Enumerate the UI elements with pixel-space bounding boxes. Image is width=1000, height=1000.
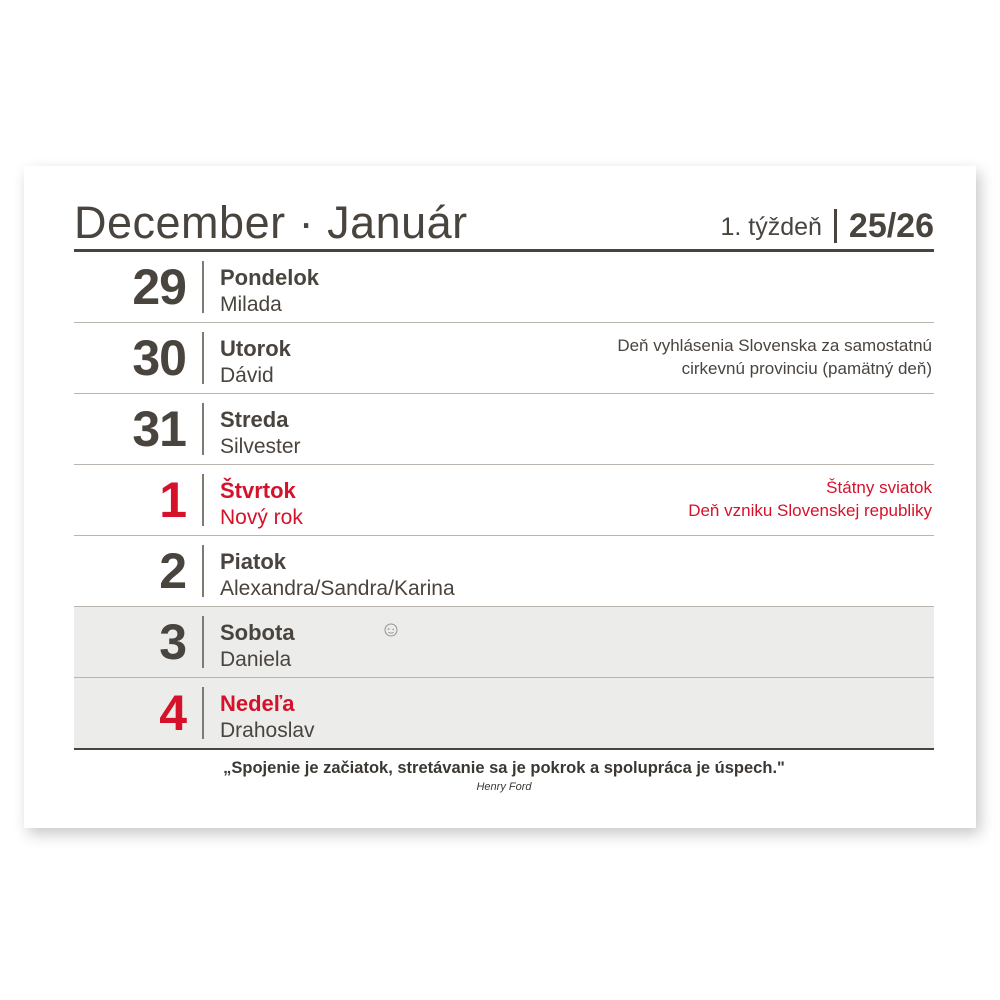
day-number: 4 — [159, 685, 186, 741]
footer-quote-block — [74, 750, 934, 793]
day-text — [204, 252, 932, 322]
day-text — [204, 394, 932, 464]
day-notes — [688, 477, 934, 523]
day-number: 30 — [132, 330, 186, 386]
day-text — [204, 607, 932, 677]
header-right — [720, 209, 934, 245]
calendar-card — [24, 166, 976, 828]
day-list — [74, 252, 934, 750]
day-number: 3 — [159, 614, 186, 670]
day-name: Piatok — [220, 548, 287, 574]
day-number: 1 — [159, 472, 186, 528]
name-day: Nový rok — [220, 506, 303, 530]
name-day: Silvester — [220, 435, 301, 459]
day-number: 2 — [159, 543, 186, 599]
name-day: Milada — [220, 293, 282, 317]
day-row — [74, 252, 934, 323]
day-note-line: Deň vyhlásenia Slovenska za samostatnú — [617, 336, 932, 356]
calendar-inner — [74, 197, 934, 810]
day-text — [204, 323, 617, 393]
name-day: Dávid — [220, 364, 274, 388]
year-label: 25/26 — [834, 209, 934, 243]
day-row — [74, 394, 934, 465]
name-day: Alexandra/Sandra/Karina — [220, 577, 455, 601]
day-number: 31 — [132, 401, 186, 457]
day-row — [74, 465, 934, 536]
quote-author: Henry Ford — [476, 781, 532, 793]
name-day: Daniela — [220, 648, 292, 672]
name-day: Drahoslav — [220, 719, 315, 743]
day-number: 29 — [132, 259, 186, 315]
week-number-label: 1. týždeň — [720, 213, 822, 241]
day-note-line: Štátny sviatok — [826, 478, 932, 498]
day-text — [204, 465, 688, 535]
day-name: Streda — [220, 406, 289, 432]
day-name: Pondelok — [220, 264, 320, 290]
day-note-line: cirkevnú provinciu (pamätný deň) — [681, 359, 932, 378]
quote-text: „Spojenie je začiatok, stretávanie sa je pokrok a spolupráca je úspech." — [223, 759, 785, 777]
moon-phase-icon — [384, 623, 398, 637]
day-name: Utorok — [220, 335, 291, 361]
page-title: December · Január — [74, 197, 468, 248]
day-notes — [617, 335, 934, 381]
day-note-line: Deň vzniku Slovenskej republiky — [688, 501, 932, 520]
day-row — [74, 607, 934, 678]
day-text — [204, 678, 932, 748]
day-name: Nedeľa — [220, 690, 295, 716]
calendar-header — [74, 197, 934, 252]
day-row — [74, 323, 934, 394]
day-name: Sobota — [220, 619, 295, 645]
day-name: Štvrtok — [220, 477, 296, 503]
day-row — [74, 536, 934, 607]
day-row — [74, 678, 934, 750]
day-text — [204, 536, 932, 606]
